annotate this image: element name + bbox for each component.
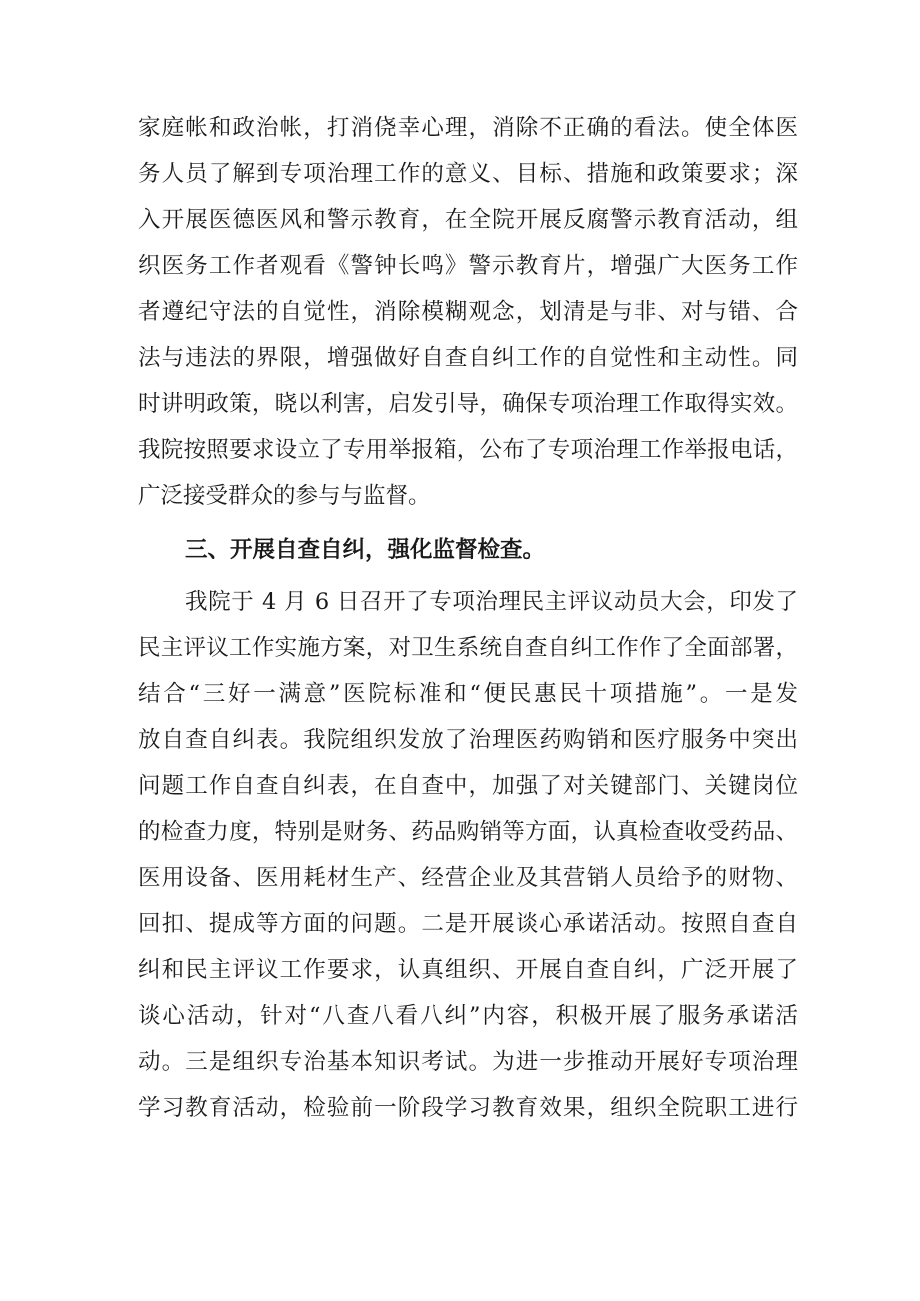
text-line: 广泛接受群众的参与与监督。: [138, 483, 431, 509]
text-line: 民主评议工作实施方案，对卫生系统自查自纠工作作了全面部署，: [138, 635, 798, 661]
text-line: 回扣、提成等方面的问题。二是开展谈心承诺活动。按照自查自: [138, 911, 798, 937]
text-line: 动。三是组织专治基本知识考试。为进一步推动开展好专项治理: [138, 1049, 798, 1075]
text-line: 问题工作自查自纠表，在自查中，加强了对关键部门、关键岗位: [138, 773, 798, 799]
text-line: 我院于 4 月 6 日召开了专项治理民主评议动员大会，印发了: [185, 589, 798, 615]
text-line: 的检查力度，特别是财务、药品购销等方面，认真检查收受药品、: [138, 819, 798, 845]
text-line: 结合“三好一满意”医院标准和“便民惠民十项措施”。一是发: [138, 681, 798, 707]
text-line: 法与违法的界限，增强做好自查自纠工作的自觉性和主动性。同: [138, 345, 798, 371]
text-line: 谈心活动，针对“八查八看八纠”内容，积极开展了服务承诺活: [138, 1003, 798, 1029]
text-line: 放自查自纠表。我院组织发放了治理医药购销和医疗服务中突出: [138, 727, 798, 753]
text-line: 医用设备、医用耗材生产、经营企业及其营销人员给予的财物、: [138, 865, 798, 891]
text-line: 时讲明政策，晓以利害，启发引导，确保专项治理工作取得实效。: [138, 391, 798, 417]
text-line: 入开展医德医风和警示教育，在全院开展反腐警示教育活动，组: [138, 207, 798, 233]
text-line: 我院按照要求设立了专用举报箱，公布了专项治理工作举报电话，: [138, 437, 798, 463]
text-line: 务人员了解到专项治理工作的意义、目标、措施和政策要求；深: [138, 161, 798, 187]
text-line: 家庭帐和政治帐，打消侥幸心理，消除不正确的看法。使全体医: [138, 115, 798, 141]
section-heading: 三、开展自查自纠，强化监督检查。: [185, 537, 546, 563]
text-line: 者遵纪守法的自觉性，消除模糊观念，划清是与非、对与错、合: [138, 299, 798, 325]
text-line: 学习教育活动，检验前一阶段学习教育效果，组织全院职工进行: [138, 1095, 798, 1121]
text-line: 纠和民主评议工作要求，认真组织、开展自查自纠，广泛开展了: [138, 957, 798, 983]
text-line: 织医务工作者观看《警钟长鸣》警示教育片，增强广大医务工作: [138, 253, 798, 279]
